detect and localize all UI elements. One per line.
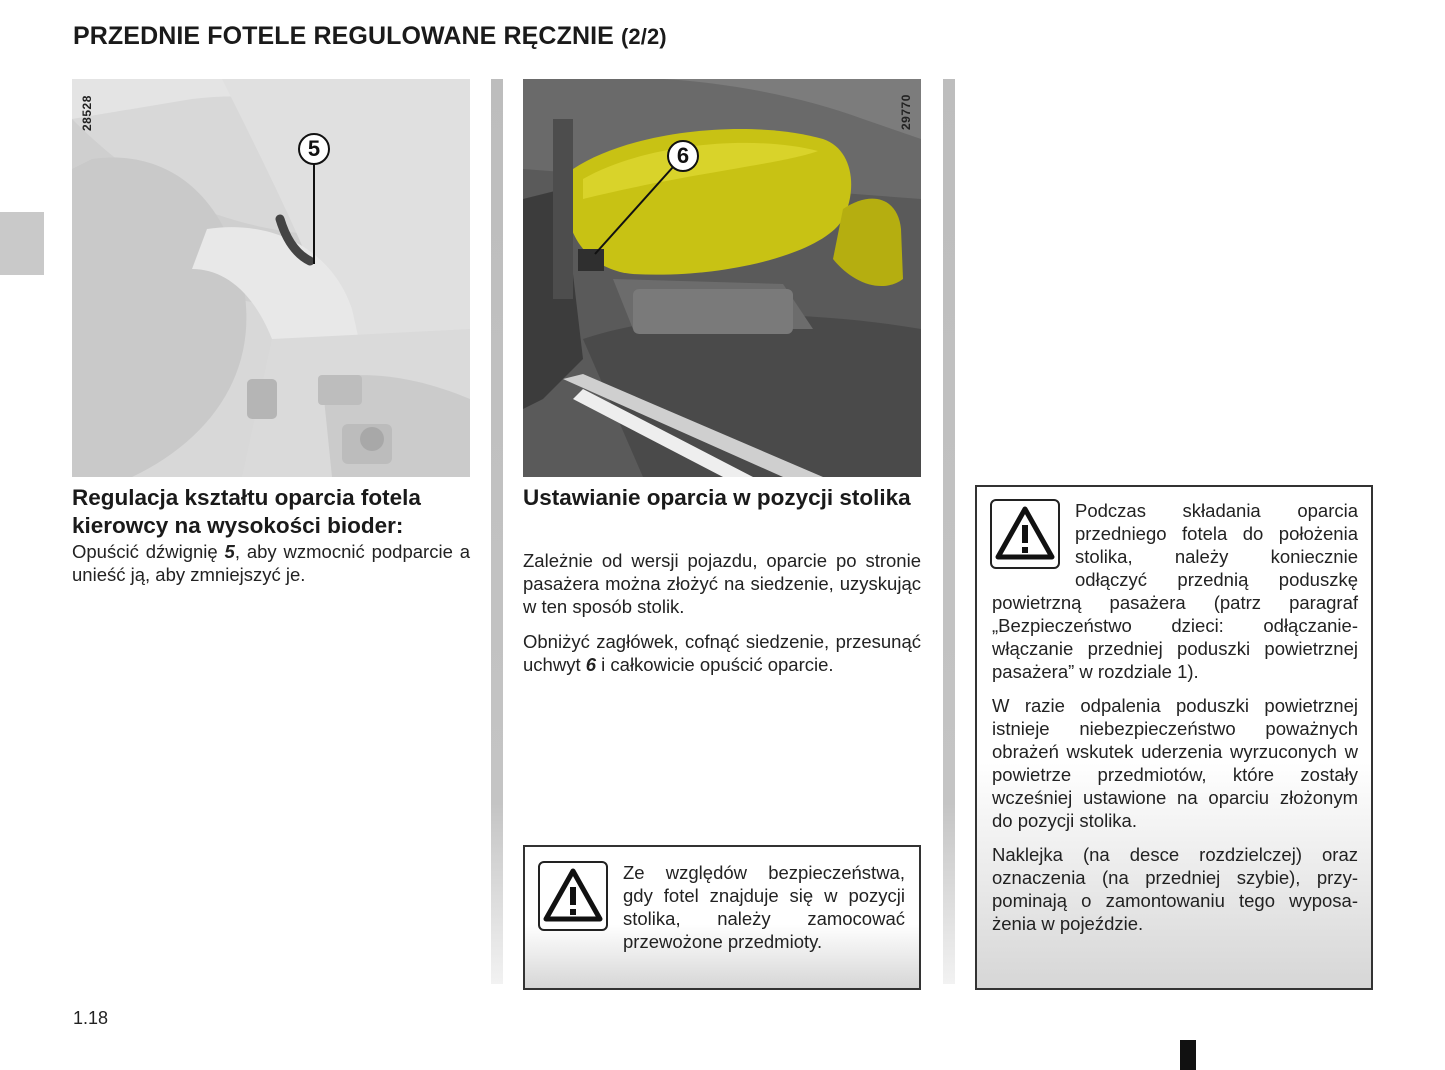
warning-box-secure-objects xyxy=(523,845,921,990)
seat-table-photo xyxy=(523,79,921,477)
page-title xyxy=(73,22,667,51)
page-title-sub: (2/2) xyxy=(620,24,667,49)
image-reference-code: 29770 xyxy=(899,94,913,130)
warning-airbag-content xyxy=(992,499,1358,935)
warning-box-airbag xyxy=(975,485,1373,990)
chapter-side-tab xyxy=(0,212,44,275)
lumbar-text-1: Opuścić dźwignię xyxy=(72,541,225,562)
callout-5: 5 xyxy=(307,136,321,161)
lumbar-lever-photo xyxy=(72,79,470,477)
table-position-paragraph-2 xyxy=(523,630,921,676)
icon-wrap-spacer xyxy=(992,499,1075,591)
column-divider-right xyxy=(943,79,955,984)
warning-airbag-paragraph-3: Naklejka (na desce rozdzielczej) oraz oznaczenia (na przedniej szybie), przypominają o zamontowaniu tego wyposażenia w pojeździe. xyxy=(992,844,1358,934)
lumbar-instruction xyxy=(72,540,470,586)
handle-ref: 6 xyxy=(585,654,597,675)
column-divider-left xyxy=(491,79,503,984)
table-position-paragraph-1: Zależnie od wersji pojazdu, oparcie po stronie pasażera można złożyć na siedzenie, uzyskując w ten sposób stolik. xyxy=(523,550,921,617)
warning-secure-text: Ze względów bezpieczeństwa, gdy fotel znajduje się w pozycji stolika, należy zamocować przewożone przedmioty. xyxy=(623,862,905,952)
lumbar-text-2: , aby wzmocnić podparcie a unieść ją, aby zmniejszyć je. xyxy=(72,541,471,585)
image-reference-code: 28528 xyxy=(80,95,94,131)
callout-6: 6 xyxy=(676,143,690,168)
warning-triangle-icon xyxy=(538,861,608,931)
lumbar-lever-ref: 5 xyxy=(224,541,235,562)
lumbar-heading: Regulacja kształtu oparcia fotela kierowcy na wysokości bioder: xyxy=(72,485,421,538)
page-title-main: PRZEDNIE FOTELE REGULOWANE RĘCZNIE xyxy=(73,22,614,50)
warning-airbag-paragraph-2: W razie odpalenia poduszki powietrznej istnieje niebezpieczeństwo poważnych obrażeń wskutek uderzenia wyrzuconych w powietrze przedmiotów, które zostały wcześniej ustawione na oparciu złożonym do pozycji stolika. xyxy=(992,695,1358,831)
table-text-1: Obniżyć zagłówek, cofnąć siedzenie, przesunąć uchwyt xyxy=(523,631,921,675)
table-position-heading: Ustawianie oparcia w pozycji stolika xyxy=(523,485,911,510)
table-text-2: i całkowicie opuścić oparcie. xyxy=(596,654,834,675)
page-number: 1.18 xyxy=(73,1008,109,1028)
page-edge-marker xyxy=(1180,1040,1196,1070)
warning-airbag-paragraph-1: Podczas składania oparcia przedniego fotela do położenia stolika, należy koniecznie odłączyć przednią poduszkę powietrzną pasażera (patrz paragraf „Bezpieczeństwo dzieci: odłączanie-włączanie przedniej poduszki powietrznej pasażera” w rozdziale 1). xyxy=(992,500,1358,682)
